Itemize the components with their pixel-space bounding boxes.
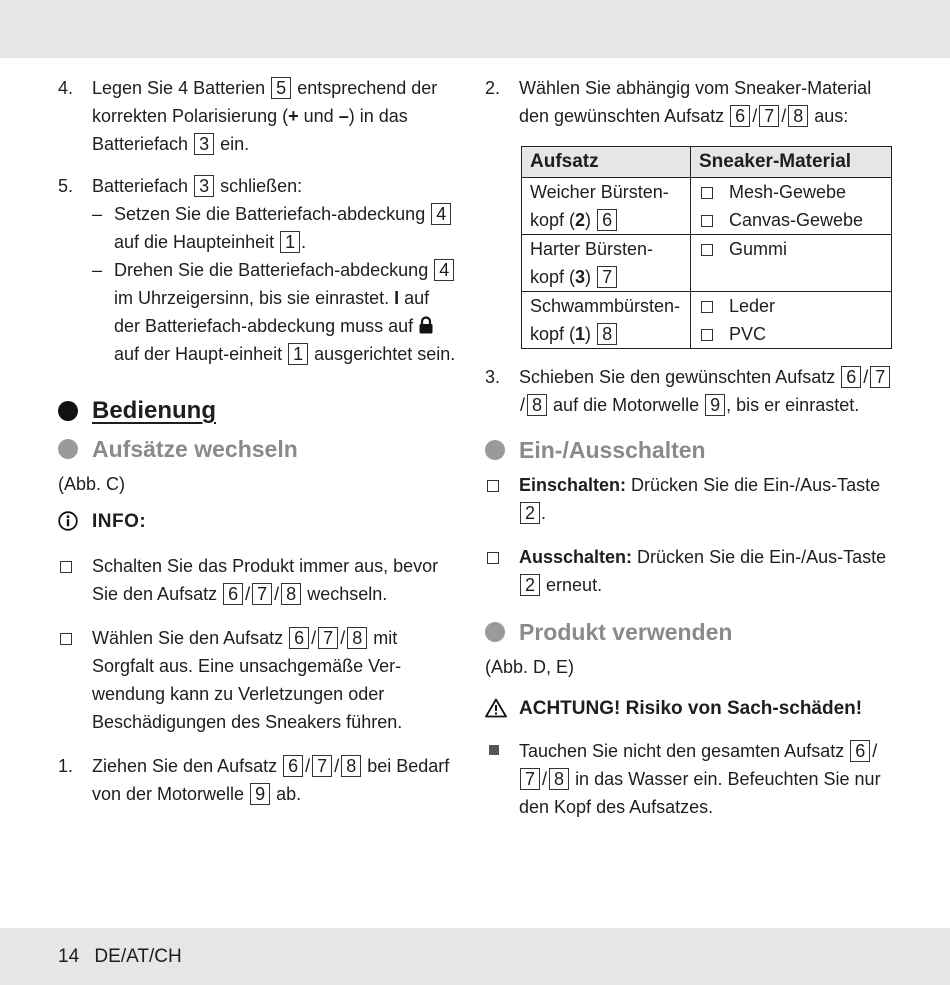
ref-box: 8 [788,105,808,127]
ref-box: 9 [250,783,270,805]
switch-off-item: Ausschalten: Drücken Sie die Ein-/Aus-Taste 2 erneut. [485,543,895,599]
ref-box: 7 [870,366,890,388]
subheading-produkt-verwenden: Produkt verwenden [485,615,895,649]
substep-2: – Drehen Sie die Batteriefach-abdeckung 4 im Uhrzeigersinn, bis sie einrastet. I auf der Batteriefach-abdeckung muss auf auf der Haupt-einheit 1 ausgerichtet sein. [92,260,456,364]
ref-box: 7 [312,755,332,777]
checkbox-icon [701,244,713,256]
table-cell: Harter Bürsten- kopf (3) 7 [522,235,691,292]
subheading-aufsaetze-wechseln: Aufsätze wechseln [58,432,458,466]
ref-box: 6 [730,105,750,127]
alignment-mark: I [394,288,400,308]
step-number: 3. [485,367,501,387]
table-header: Aufsatz [522,147,691,178]
step-number: 5. [58,176,74,196]
ref-box: 7 [318,627,338,649]
ref-box: 8 [347,627,367,649]
ref-box: 7 [520,768,540,790]
material-item: PVC [699,320,883,348]
step-number: 2. [485,78,501,98]
substep-1: – Setzen Sie die Batteriefach-abdeckung 4 auf die Haupteinheit 1 . [92,200,458,256]
ref-box: 3 [194,133,214,155]
checkbox-icon [487,480,499,492]
checkbox-icon [60,633,72,645]
bullet-icon [485,622,505,642]
table-cell: Schwammbürsten- kopf (1) 8 [522,292,691,349]
step-1: 1. Ziehen Sie den Aufsatz 6 / 7 / 8 bei Bedarf von der Motorwelle 9 ab. [58,752,458,808]
step-2: 2. Wählen Sie abhängig vom Sneaker-Material den gewünschten Aufsatz 6 / 7 / 8 aus: [485,74,895,130]
switch-on-item: Einschalten: Drücken Sie die Ein-/Aus-Taste 2 . [485,471,895,527]
step-4: 4. Legen Sie 4 Batterien 5 entsprechend der korrekten Polarisierung (+ und –) in das Batteriefach 3 ein. [58,74,458,158]
attachment-table [521,146,892,349]
right-column [485,74,895,821]
lock-icon [418,316,434,334]
warning-icon [485,698,507,718]
table-cell [691,292,892,349]
ref-box: 2 [520,502,540,524]
page-number: 14 [58,946,80,967]
checkbox-icon [701,215,713,227]
bullet-icon [58,401,78,421]
page-footer [58,943,182,971]
ref-box: 6 [841,366,861,388]
info-heading: INFO: [58,508,458,536]
material-item: Gummi [699,235,883,263]
ref-box: 4 [431,203,451,225]
language-codes: DE/AT/CH [94,946,182,967]
ref-box: 7 [759,105,779,127]
ref-box: 9 [705,394,725,416]
ref-box: 6 [223,583,243,605]
ref-box: 6 [597,209,617,231]
ref-box: 1 [280,231,300,253]
subheading-ein-ausschalten: Ein-/Ausschalten [485,433,895,467]
table-cell [691,178,892,235]
material-item: Canvas-Gewebe [699,206,883,234]
info-icon [58,511,78,531]
ref-box: 2 [520,574,540,596]
info-item-2: Wählen Sie den Aufsatz 6 / 7 / 8 mit Sorgfalt aus. Eine unsachgemäße Ver-wendung kann zu Verletzungen oder Beschädigungen des Sneakers führen. [58,624,458,736]
bullet-icon [58,439,78,459]
ref-box: 7 [597,266,617,288]
square-bullet-icon [489,745,499,755]
step-number: 4. [58,78,74,98]
ref-box: 8 [341,755,361,777]
ref-box: 8 [549,768,569,790]
ref-box: 8 [527,394,547,416]
material-item: Leder [699,292,883,320]
left-column [58,74,458,822]
checkbox-icon [701,301,713,313]
bullet-icon [485,440,505,460]
ref-box: 4 [434,259,454,281]
step-3: 3. Schieben Sie den gewünschten Aufsatz 6 / 7/ 8 auf die Motorwelle 9 , bis er einrastet. [485,363,895,419]
table-cell: Weicher Bürsten- kopf (2) 6 [522,178,691,235]
ref-box: 6 [283,755,303,777]
ref-box: 6 [289,627,309,649]
warning-heading: ACHTUNG! Risiko von Sach-schäden! [485,695,895,723]
ref-box: 5 [271,77,291,99]
ref-box: 6 [850,740,870,762]
header-band [0,0,950,58]
warning-item: Tauchen Sie nicht den gesamten Aufsatz 6 /7 / 8 in das Wasser ein. Befeuchten Sie nur den Kopf des Aufsatzes. [485,737,895,821]
step-5: 5. Batteriefach 3 schließen: – Setzen Sie die Batteriefach-abdeckung 4 auf die Haupteinheit 1 . – Drehen Sie die Batteriefach-abdeckung 4 im Uhrzeigersinn, bis sie einrastet. I auf der Batteriefach-abdeckung muss auf auf der Haupt-einheit 1 ausgerichtet sein. [58,172,458,368]
table-row [522,292,892,349]
ref-box: 3 [194,175,214,197]
figure-reference: (Abb. D, E) [485,657,575,677]
figure-reference: (Abb. C) [58,474,126,494]
checkbox-icon [701,329,713,341]
step-number: 1. [58,756,74,776]
table-row [522,178,892,235]
ref-box: 8 [597,323,617,345]
material-item: Mesh-Gewebe [699,178,883,206]
checkbox-icon [487,552,499,564]
table-header: Sneaker-Material [691,147,892,178]
info-item-1: Schalten Sie das Produkt immer aus, bevor Sie den Aufsatz 6 / 7 / 8 wechseln. [58,552,458,608]
table-row [522,235,892,292]
ref-box: 8 [281,583,301,605]
section-heading-bedienung: Bedienung [58,394,458,428]
checkbox-icon [60,561,72,573]
ref-box: 1 [288,343,308,365]
checkbox-icon [701,187,713,199]
table-cell [691,235,892,292]
table-header-row [522,147,892,178]
ref-box: 7 [252,583,272,605]
